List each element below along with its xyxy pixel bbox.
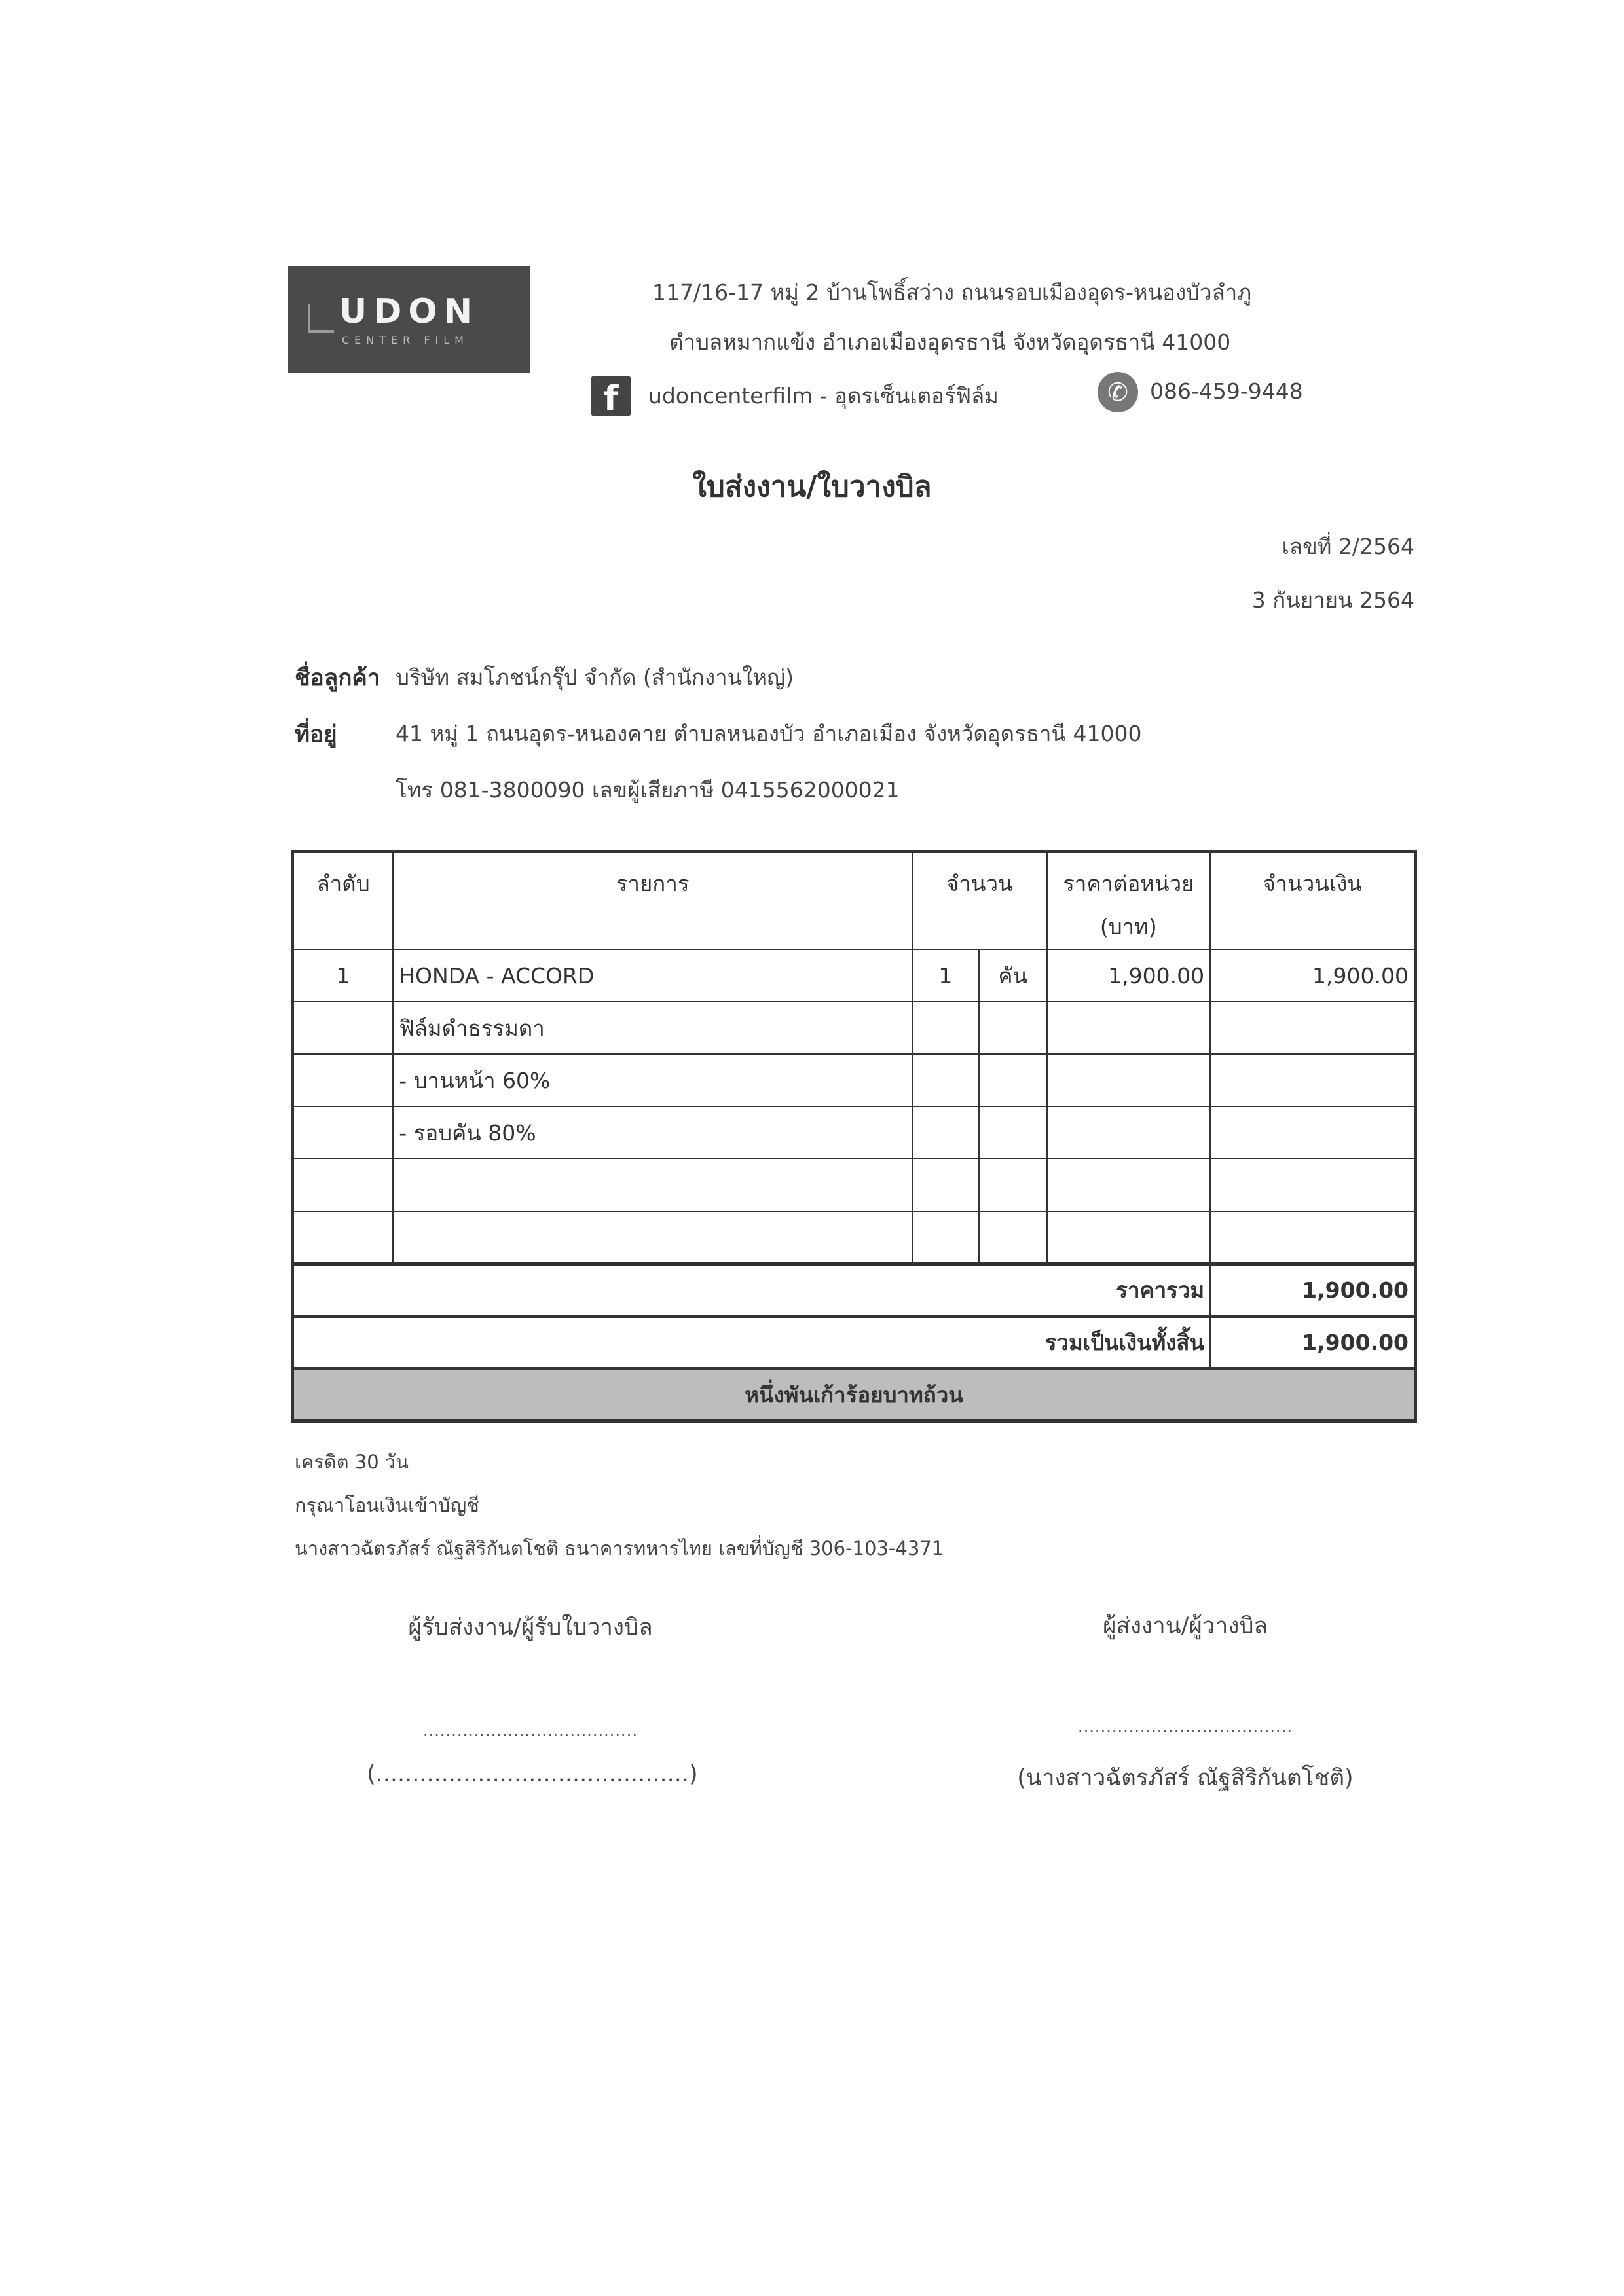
header-unit-price-sub: (บาท) (1099, 914, 1157, 939)
document-title: ใบส่งงาน/ใบวางบิล (692, 470, 932, 503)
row-price: 1,900.00 (1047, 949, 1211, 1002)
row-unit: คัน (979, 949, 1047, 1002)
phone-icon: ✆ (1098, 372, 1138, 412)
row-qty (912, 1002, 979, 1054)
row-amount (1210, 1211, 1415, 1264)
table-header-row (293, 852, 1416, 950)
total-row (293, 1316, 1416, 1368)
row-unit (979, 1211, 1047, 1264)
logo-subtext: CENTER FILM (342, 334, 469, 346)
row-price (1047, 1159, 1211, 1211)
customer-name: บริษัท สมโภชน์กรุ๊ป จำกัด (สำนักงานใหญ่) (396, 665, 794, 690)
row-item (393, 1211, 912, 1264)
row-qty (912, 1106, 979, 1159)
receiver-signature-label: ผู้รับส่งงาน/ผู้รับใบวางบิล (408, 1614, 653, 1641)
table-row (293, 1002, 1416, 1054)
total-value: 1,900.00 (1210, 1316, 1415, 1368)
row-amount (1210, 1159, 1415, 1211)
customer-address-label: ที่อยู่ (295, 721, 337, 748)
header-unit-price-label: ราคาต่อหน่วย (1063, 871, 1194, 896)
facebook-icon: f (591, 376, 631, 416)
table-row (293, 1106, 1416, 1159)
logo-text: UDON (339, 292, 479, 331)
customer-name-label: ชื่อลูกค้า (295, 665, 380, 691)
row-item (393, 1159, 912, 1211)
row-no (293, 1159, 394, 1211)
row-no (293, 1106, 394, 1159)
customer-contact: โทร 081-3800090 เลขผู้เสียภาษี 0415562000021 (396, 777, 900, 803)
row-no (293, 1054, 394, 1106)
row-price (1047, 1054, 1211, 1106)
row-no (293, 1002, 394, 1054)
header-qty: จำนวน (912, 852, 1047, 950)
header-amount: จำนวนเงิน (1210, 852, 1415, 950)
amount-words-row (293, 1368, 1416, 1421)
company-address-line2: ตำบลหมากแข้ง อำเภอเมืองอุดรธานี จังหวัดอุดรธานี 41000 (669, 329, 1231, 355)
row-unit (979, 1159, 1047, 1211)
header-no: ลำดับ (293, 852, 394, 950)
bank-account: นางสาวฉัตรภัสร์ ณัฐสิริกันตโชติ ธนาคารทหารไทย เลขที่บัญชี 306-103-4371 (295, 1537, 944, 1559)
sender-name: (นางสาวฉัตรภัสร์ ณัฐสิริกันตโชติ) (1017, 1765, 1354, 1791)
amount-in-words: หนึ่งพันเก้าร้อยบาทถ้วน (293, 1368, 1416, 1421)
table-row (293, 1159, 1416, 1211)
subtotal-label: ราคารวม (293, 1264, 1211, 1316)
table-row (293, 1211, 1416, 1264)
table-row (293, 949, 1416, 1002)
facebook-page: udoncenterfilm - อุดรเซ็นเตอร์ฟิล์ม (648, 383, 999, 409)
subtotal-row (293, 1264, 1416, 1316)
receiver-name: (...........................................) (367, 1761, 698, 1787)
row-item: - รอบคัน 80% (393, 1106, 912, 1159)
row-item: - บานหน้า 60% (393, 1054, 912, 1106)
row-item: HONDA - ACCORD (393, 949, 912, 1002)
row-no: 1 (293, 949, 394, 1002)
row-price (1047, 1002, 1211, 1054)
company-address-line1: 117/16-17 หมู่ 2 บ้านโพธิ์สว่าง ถนนรอบเมืองอุดร-หนองบัวลำภู (652, 280, 1252, 305)
sender-signature-label: ผู้ส่งงาน/ผู้วางบิล (1103, 1613, 1268, 1639)
header-unit-price (1047, 852, 1211, 950)
credit-terms: เครดิต 30 วัน (295, 1451, 409, 1473)
items-table (291, 850, 1417, 1423)
sender-signature-line: ...................................... (1078, 1718, 1293, 1736)
document-date: 3 กันยายน 2564 (1251, 587, 1414, 613)
row-qty (912, 1054, 979, 1106)
subtotal-value: 1,900.00 (1210, 1264, 1415, 1316)
row-unit (979, 1054, 1047, 1106)
transfer-note: กรุณาโอนเงินเข้าบัญชี (295, 1494, 479, 1516)
row-qty (912, 1211, 979, 1264)
row-qty (912, 1159, 979, 1211)
row-amount: 1,900.00 (1210, 949, 1415, 1002)
row-amount (1210, 1054, 1415, 1106)
row-item: ฟิล์มดำธรรมดา (393, 1002, 912, 1054)
row-qty: 1 (912, 949, 979, 1002)
customer-address: 41 หมู่ 1 ถนนอุดร-หนองคาย ตำบลหนองบัว อำเภอเมือง จังหวัดอุดรธานี 41000 (396, 721, 1142, 746)
row-amount (1210, 1106, 1415, 1159)
row-amount (1210, 1002, 1415, 1054)
row-no (293, 1211, 394, 1264)
table-row (293, 1054, 1416, 1106)
row-price (1047, 1211, 1211, 1264)
company-phone: 086-459-9448 (1150, 378, 1303, 404)
total-label: รวมเป็นเงินทั้งสิ้น (293, 1316, 1211, 1368)
document-number: เลขที่ 2/2564 (1282, 534, 1414, 559)
company-logo (288, 266, 530, 373)
row-price (1047, 1106, 1211, 1159)
row-unit (979, 1106, 1047, 1159)
logo-mark (308, 304, 334, 333)
row-unit (979, 1002, 1047, 1054)
receiver-signature-line: ...................................... (423, 1722, 638, 1740)
header-item: รายการ (393, 852, 912, 950)
